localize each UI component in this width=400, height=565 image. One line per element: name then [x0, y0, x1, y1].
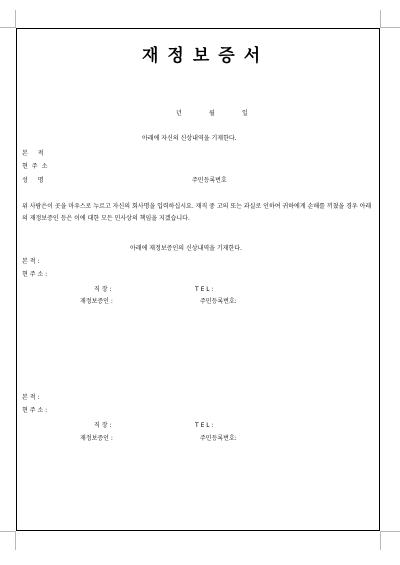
crop-mark-bottom-right-h [380, 531, 400, 532]
crop-mark-top-right-v [380, 10, 381, 27]
pledge-line-1: 아래에 자신의 신상내역을 기재한다. [142, 135, 237, 142]
domicile-label: 본 적 [22, 150, 48, 157]
document-title: 재정보증서 [142, 46, 270, 66]
date-year-label: 년 [176, 110, 182, 117]
crop-mark-top-right-h [380, 27, 400, 28]
guarantor-1-address-label: 현 주 소 : [22, 271, 48, 278]
page-border [16, 28, 380, 531]
guarantor-2-domicile-label: 본 적 : [22, 394, 40, 401]
guarantor-1-tel-label: T E L : [195, 286, 214, 293]
guarantor-2-guarantor-label: 재정보증인 : [80, 435, 113, 442]
name-label: 성 명 [22, 177, 48, 184]
guarantor-2-position-label: 직 장 : [94, 422, 112, 429]
guarantor-1-position-label: 직 장 : [94, 286, 112, 293]
crop-mark-top-left-v [15, 10, 16, 27]
guarantor-1-resident-number-label: 주민등록번호: [200, 298, 237, 305]
crop-mark-bottom-left-v [15, 532, 16, 550]
crop-mark-bottom-right-v [380, 532, 381, 550]
date-day-label: 일 [242, 110, 248, 117]
guarantor-1-guarantor-label: 재정보증인 : [80, 298, 113, 305]
guarantor-2-resident-number-label: 주민등록번호: [200, 435, 237, 442]
resident-number-label: 주민등록번호 [192, 177, 227, 184]
guarantee-statement: 위 사람은이 곳을 마우스로 누르고 자신의 회사명을 입력하십시요. 재직 중 고의 또는 과실로 인하여 귀하에게 손해를 끼쳤을 경우 아래의 재정보증인 등은 이에 대한 모든 민사상의 책임을 지겠습니다. [22, 203, 372, 222]
crop-mark-bottom-left-h [0, 531, 16, 532]
guarantor-2-address-label: 현 주 소 : [22, 407, 48, 414]
guarantor-2-tel-label: T E L : [195, 422, 214, 429]
pledge-line-2: 아래에 재정보증인의 신상내역을 기재한다. [130, 245, 242, 252]
crop-mark-top-left-h [0, 27, 16, 28]
date-month-label: 월 [209, 110, 215, 117]
address-label: 현주소 [22, 163, 52, 170]
guarantor-1-domicile-label: 본 적 : [22, 258, 40, 265]
